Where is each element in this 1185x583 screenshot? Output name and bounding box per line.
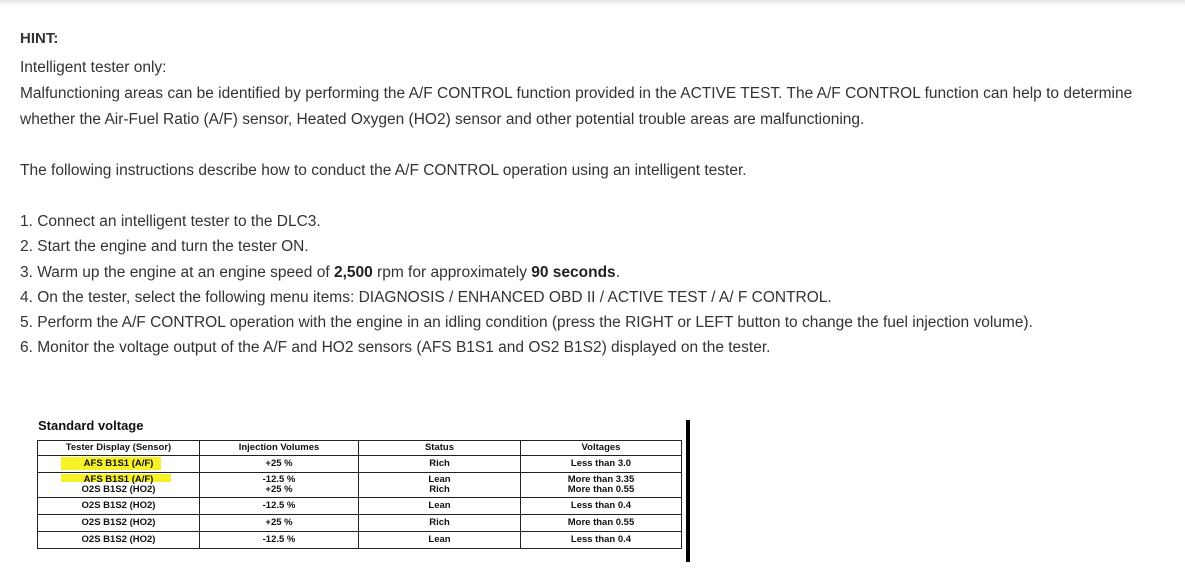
cell-voltage-text: More than 0.55	[567, 484, 635, 495]
table-title: Standard voltage	[38, 418, 144, 433]
cell-voltage: Less than 0.4	[521, 498, 682, 515]
cell-injection-text: +25 %	[265, 484, 293, 495]
hint-description: Malfunctioning areas can be identified by performing the A/F CONTROL function provided in the ACTIVE TEST. The A/F CONTROL function can help to determine whether the Air-Fuel Ratio (A/F) sensor, Heated Oxygen (HO2) sensor and other potential trouble areas are malfunctioning.	[20, 85, 1133, 128]
step-4: 4. On the tester, select the following menu items: DIAGNOSIS / ENHANCED OBD II / ACTIVE TEST / A/ F CONTROL.	[20, 288, 832, 306]
cell-injection: +25 %	[200, 515, 359, 532]
table-row	[38, 532, 682, 549]
table-row	[38, 473, 682, 498]
cell-status: Lean	[359, 498, 521, 515]
cell-voltage	[521, 473, 682, 498]
step-6: 6. Monitor the voltage output of the A/F and HO2 sensors (AFS B1S1 and OS2 B1S2) displayed on the tester.	[20, 339, 771, 357]
header-status: Status	[359, 441, 521, 456]
step-3-rpm: 2,500	[333, 263, 373, 281]
cell-voltage: More than 0.55	[521, 515, 682, 532]
cell-sensor: O2S B1S2 (HO2)	[38, 515, 200, 532]
header-sensor: Tester Display (Sensor)	[38, 441, 200, 456]
cell-status-text: Rich	[429, 484, 450, 495]
step-1: 1. Connect an intelligent tester to the DLC3.	[20, 213, 321, 230]
hint-line-intelligent-tester: Intelligent tester only:	[20, 59, 167, 76]
table-row	[38, 515, 682, 532]
table-header-row	[38, 441, 682, 456]
cell-sensor-text: AFS B1S1 (A/F)	[83, 458, 154, 469]
cell-injection: +25 %	[200, 456, 359, 473]
cell-sensor	[38, 456, 200, 473]
top-shadow	[0, 0, 1185, 6]
standard-voltage-section	[37, 418, 682, 549]
step-3-text-a: 3. Warm up the engine at an engine speed of	[20, 263, 334, 281]
step-3	[20, 260, 1170, 285]
header-voltages: Voltages	[521, 441, 682, 456]
step-3-seconds: 90 seconds	[531, 263, 616, 281]
cell-status-text: Lean	[428, 474, 451, 485]
cell-status: Lean	[359, 532, 521, 549]
step-2: 2. Start the engine and turn the tester ON.	[20, 238, 309, 256]
step-3-text-b: rpm for approximately	[372, 263, 532, 281]
cell-status	[359, 473, 521, 498]
cell-injection: -12.5 %	[200, 498, 359, 515]
header-injection: Injection Volumes	[200, 441, 359, 456]
cell-status: Rich	[359, 515, 521, 532]
cell-injection: -12.5 %	[200, 532, 359, 549]
cell-sensor: O2S B1S2 (HO2)	[38, 498, 200, 515]
cell-sensor: O2S B1S2 (HO2)	[38, 532, 200, 549]
table-row	[38, 498, 682, 515]
cell-sensor-text: O2S B1S2 (HO2)	[81, 484, 156, 495]
standard-voltage-table	[37, 440, 682, 549]
hint-title: HINT:	[20, 30, 59, 47]
step-3-text-c: .	[615, 263, 620, 281]
cell-status: Rich	[359, 456, 521, 473]
cell-voltage-text: More than 3.35	[567, 474, 635, 485]
cell-injection-text: -12.5 %	[262, 474, 296, 485]
cell-injection	[200, 473, 359, 498]
document-body	[20, 30, 1170, 361]
cell-voltage: Less than 0.4	[521, 532, 682, 549]
instructions-intro: The following instructions describe how to conduct the A/F CONTROL operation using an intelligent tester.	[20, 162, 747, 179]
cell-voltage: Less than 3.0	[521, 456, 682, 473]
table-row	[38, 456, 682, 473]
vertical-divider-bar	[686, 420, 690, 562]
step-5: 5. Perform the A/F CONTROL operation with the engine in an idling condition (press the RIGHT or LEFT button to change the fuel injection volume).	[20, 314, 1033, 332]
cell-sensor	[38, 473, 200, 498]
steps-list	[20, 209, 1170, 361]
cell-sensor-text: AFS B1S1 (A/F)	[83, 474, 154, 485]
